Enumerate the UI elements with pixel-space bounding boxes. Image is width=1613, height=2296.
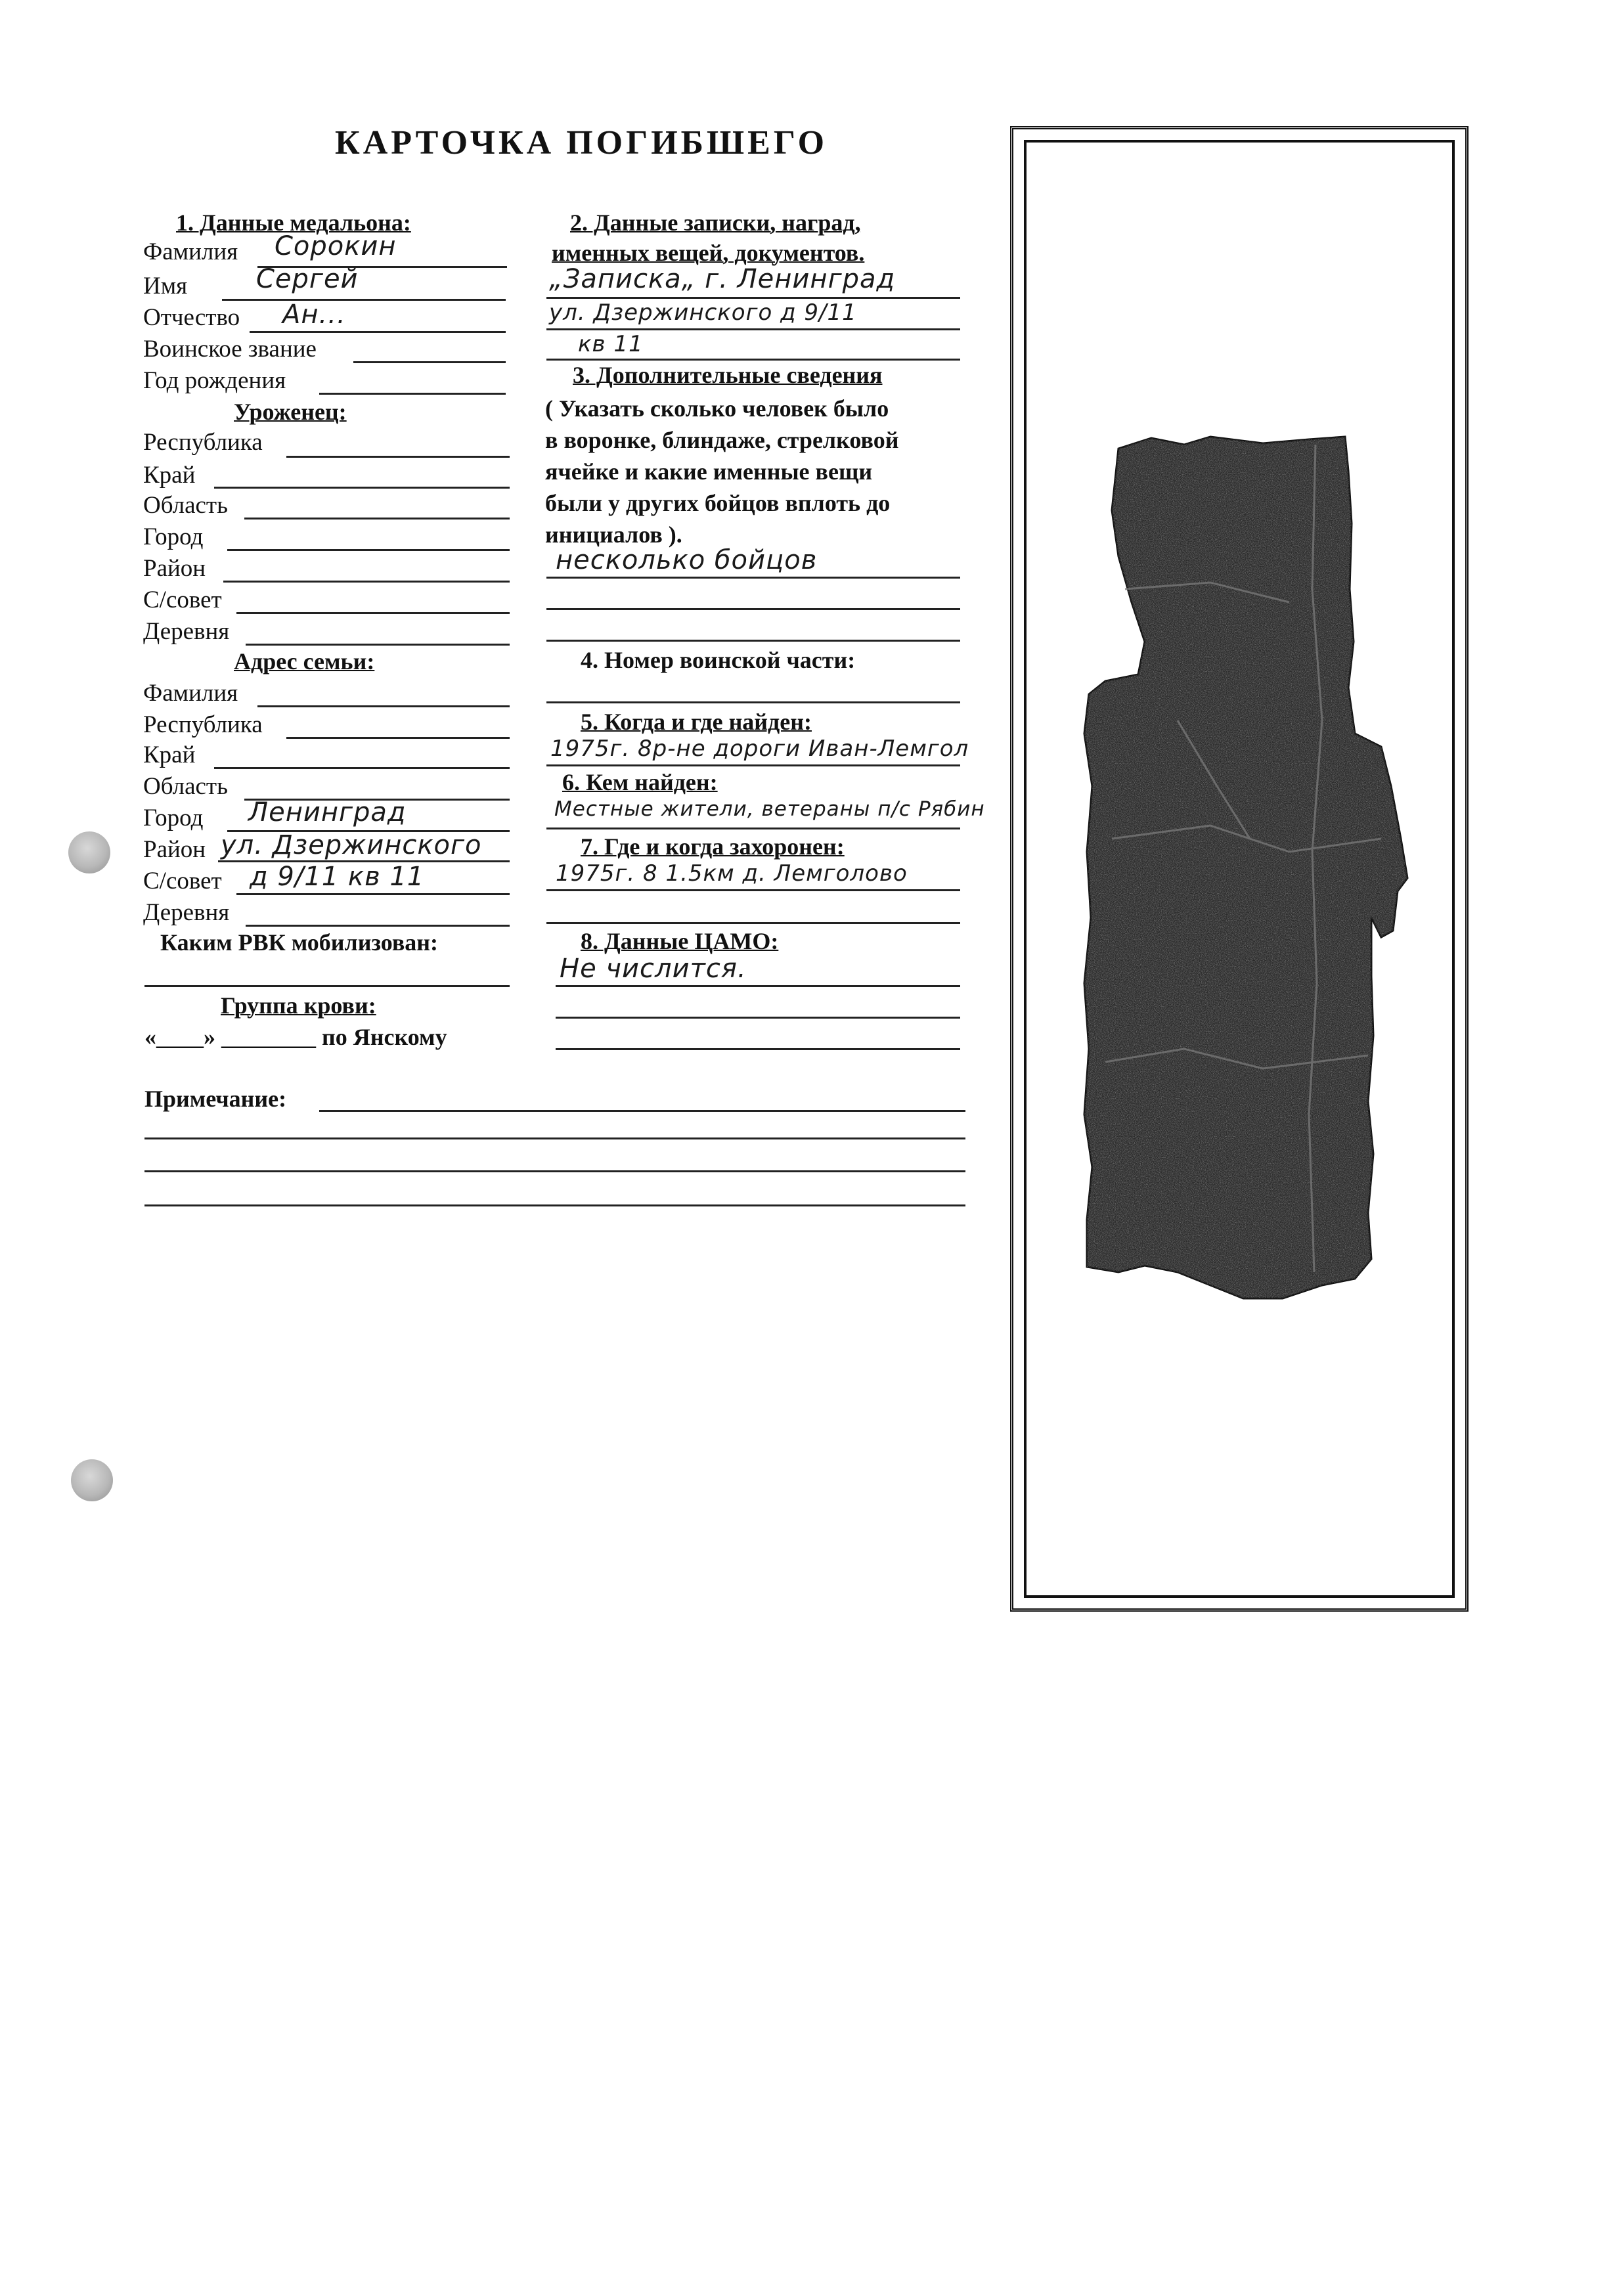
section4-line xyxy=(546,701,960,703)
family-republic-label: Республика xyxy=(143,711,263,738)
family-oblast-label: Область xyxy=(143,773,228,800)
section3-line-1 xyxy=(546,577,960,579)
birth-raion-line xyxy=(223,581,510,583)
rank-label: Воинское звание xyxy=(143,336,317,363)
section3-text-line5: инициалов ). xyxy=(545,521,682,548)
rvk-line xyxy=(144,985,510,987)
birth-selsovet-label: С/совет xyxy=(143,586,222,613)
family-village-label: Деревня xyxy=(143,899,230,926)
birth-krai-line xyxy=(214,487,510,489)
family-republic-line xyxy=(286,737,510,739)
birth-krai-label: Край xyxy=(143,462,196,489)
section8-line-3 xyxy=(556,1048,960,1050)
section6-value: Местные жители, ветераны п/с Рябин xyxy=(554,797,985,821)
page-title: КАРТОЧКА ПОГИБШЕГО xyxy=(335,124,828,162)
blood-line: «____» ________ по Янскому xyxy=(144,1024,447,1050)
section2-value-line2: ул. Дзержинского д 9/11 xyxy=(549,299,857,326)
section6-line xyxy=(546,828,960,829)
family-selsovet-line xyxy=(236,893,510,895)
note-label: Примечание: xyxy=(144,1086,287,1112)
family-krai-label: Край xyxy=(143,741,196,768)
birth-year-label: Год рождения xyxy=(143,367,286,394)
family-selsovet-label: С/совет xyxy=(143,868,222,894)
section3-value: несколько бойцов xyxy=(556,545,818,575)
patronymic-label: Отчество xyxy=(143,304,240,331)
family-address-header: Адрес семьи: xyxy=(234,648,375,674)
section2-header-line2: именных вещей, документов. xyxy=(552,240,865,266)
rvk-label: Каким РВК мобилизован: xyxy=(160,929,438,956)
note-line-4 xyxy=(144,1204,965,1206)
section3-line-3 xyxy=(546,640,960,642)
section3-text-line4: были у других бойцов вплоть до xyxy=(545,490,891,516)
note-line-1 xyxy=(319,1110,965,1112)
section4-header: 4. Номер воинской части: xyxy=(581,647,856,673)
birth-republic-line xyxy=(286,456,510,458)
birthplace-header: Уроженец: xyxy=(234,399,347,425)
section5-value: 1975г. 8р-не дороги Иван-Лемгол xyxy=(550,736,969,762)
note-line-2 xyxy=(144,1137,965,1139)
section3-text-line1: ( Указать сколько человек было xyxy=(545,395,889,422)
section5-header: 5. Когда и где найден: xyxy=(581,709,812,735)
section2-line-1 xyxy=(546,297,960,299)
name-label: Имя xyxy=(143,273,188,299)
family-raion-label: Район xyxy=(143,836,206,863)
birth-city-label: Город xyxy=(143,523,204,550)
section3-text-line2: в воронке, блиндаже, стрелковой xyxy=(545,427,899,453)
name-line xyxy=(222,299,506,301)
patronymic-line xyxy=(250,331,506,333)
name-value: Сергей xyxy=(256,264,359,294)
family-raion-value: ул. Дзержинского xyxy=(221,830,482,860)
section8-header: 8. Данные ЦАМО: xyxy=(581,928,779,954)
surname-value: Сорокин xyxy=(275,231,397,261)
note-line-3 xyxy=(144,1170,965,1172)
birth-republic-label: Республика xyxy=(143,429,263,456)
family-krai-line xyxy=(214,767,510,769)
birth-year-line xyxy=(319,393,506,395)
section2-line-3 xyxy=(546,359,960,361)
patronymic-value: Ан... xyxy=(282,299,346,330)
section2-value-line3: кв 11 xyxy=(578,331,644,357)
surname-label: Фамилия xyxy=(143,238,238,265)
birth-oblast-label: Область xyxy=(143,492,228,519)
section2-line-2 xyxy=(546,328,960,330)
section8-line-2 xyxy=(556,1017,960,1019)
birth-oblast-line xyxy=(244,518,510,519)
family-selsovet-value: д 9/11 кв 11 xyxy=(250,862,425,892)
birth-village-line xyxy=(246,644,510,646)
section5-line xyxy=(546,764,960,766)
section8-value: Не числится. xyxy=(560,954,747,984)
section7-header: 7. Где и когда захоронен: xyxy=(581,833,845,860)
section2-value-line1: „Записка„ г. Ленинград xyxy=(549,264,896,294)
section7-line-2 xyxy=(546,922,960,924)
family-surname-label: Фамилия xyxy=(143,680,238,707)
rank-line xyxy=(353,361,506,363)
section3-header: 3. Дополнительные сведения xyxy=(573,362,883,388)
punch-hole-top xyxy=(68,831,110,873)
section7-line-1 xyxy=(546,889,960,891)
section8-line-1 xyxy=(556,985,960,987)
section7-value: 1975г. 8 1.5км д. Лемголово xyxy=(556,860,908,887)
family-city-label: Город xyxy=(143,805,204,831)
birth-city-line xyxy=(227,549,510,551)
section6-header: 6. Кем найден: xyxy=(562,769,718,795)
note-scan-image xyxy=(1013,129,1465,1608)
birth-village-label: Деревня xyxy=(143,618,230,645)
section1-header: 1. Данные медальона: xyxy=(176,210,411,236)
section3-line-2 xyxy=(546,608,960,610)
family-city-value: Ленинград xyxy=(248,797,407,828)
photo-frame xyxy=(1010,126,1469,1612)
section2-header-line1: 2. Данные записки, наград, xyxy=(570,210,861,236)
punch-hole-bottom xyxy=(71,1459,113,1501)
birth-selsovet-line xyxy=(236,612,510,614)
birth-raion-label: Район xyxy=(143,555,206,582)
blood-header: Группа крови: xyxy=(221,992,376,1019)
family-surname-line xyxy=(257,705,510,707)
section3-text-line3: ячейке и какие именные вещи xyxy=(545,458,873,485)
family-village-line xyxy=(246,925,510,927)
